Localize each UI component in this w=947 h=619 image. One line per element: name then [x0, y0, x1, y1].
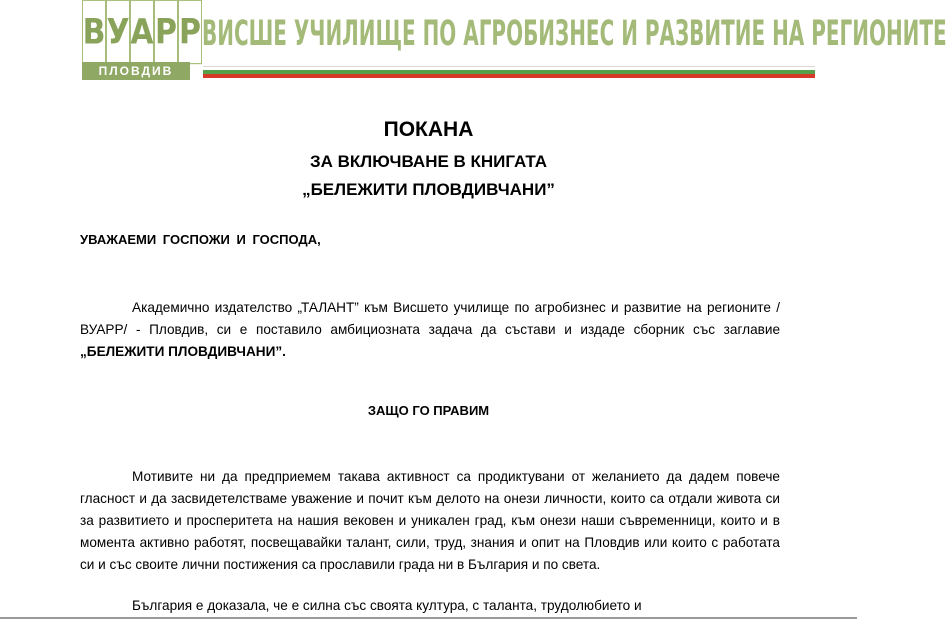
- logo-city: ПЛОВДИВ: [82, 62, 190, 80]
- vuarr-logo: [82, 0, 201, 82]
- section-heading: ЗАЩО ГО ПРАВИМ: [367, 403, 490, 418]
- logo-letter: Р: [178, 0, 202, 64]
- paragraph-motives: Мотивите ни да предприемем такава активност са продиктувани от желанието да дадем повече гласност и да засвидетелстваме уважение и почит към делото на онези личности, които са отдали живота си за развитието и просперитета на нашия вековен и уникален град, към онези наши съвременници, които и в момента активно работят, посвещавайки талант, сили, труд, знания и опит на Пловдив или които с работата си и със своите лични постижения са прославили града ни в България и по света.: [80, 469, 780, 572]
- paragraph-intro-text: Академично издателство „ТАЛАНТ” към Висшето училище по агробизнес и развитие на регионите /ВУАРР/ - Пловдив, си е поставило амбициозната задача да състави и издаде сборник със заглавие: [80, 300, 780, 337]
- salutation: УВАЖАЕМИ ГОСПОЖИ И ГОСПОДА,: [80, 232, 321, 247]
- logo-letter: В: [82, 0, 106, 64]
- paragraph-bulgaria: България е доказала, че е силна със своята култура, с таланта, трудолюбието и: [132, 598, 642, 613]
- paragraph-intro: [80, 297, 780, 363]
- logo-letter: У: [106, 0, 130, 64]
- institution-name: ВИСШЕ УЧИЛИЩЕ ПО АГРОБИЗНЕС И РАЗВИТИЕ НА РЕГИОНИТЕ: [202, 14, 947, 55]
- bulgarian-flag-stripe: [203, 66, 815, 78]
- book-title: „БЕЛЕЖИТИ ПЛОВДИВЧАНИ”: [302, 180, 555, 199]
- book-title-inline: „БЕЛЕЖИТИ ПЛОВДИВЧАНИ”.: [80, 344, 286, 359]
- logo-letter: А: [130, 0, 154, 64]
- logo-letters: [82, 2, 201, 62]
- logo-letter: Р: [154, 0, 178, 64]
- flag-red-stripe: [203, 74, 815, 78]
- document-title: ПОКАНА: [383, 118, 474, 141]
- document-subtitle: ЗА ВКЛЮЧВАНЕ В КНИГАТА: [310, 152, 547, 171]
